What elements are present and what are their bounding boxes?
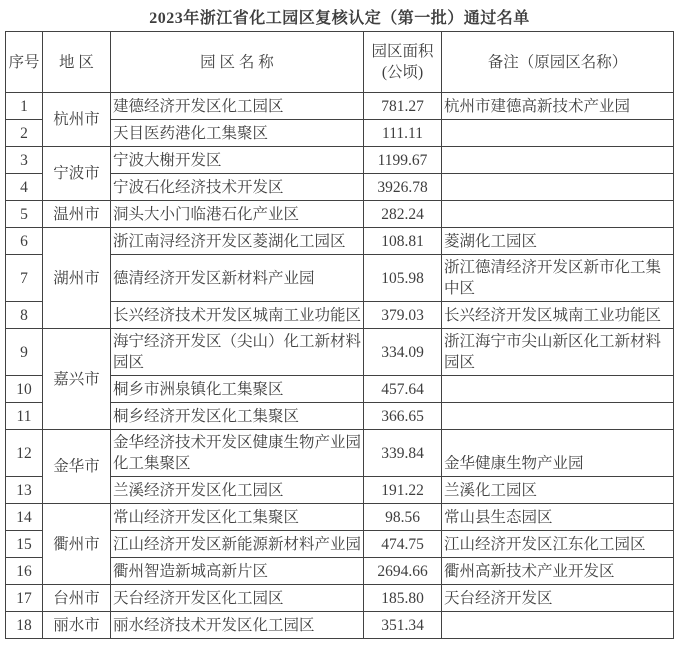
cell-area: 185.80 bbox=[364, 585, 442, 612]
cell-region: 温州市 bbox=[43, 201, 111, 228]
col-header-area-line1: 园区面积 bbox=[371, 43, 434, 60]
cell-remark bbox=[442, 201, 674, 228]
table-row bbox=[6, 147, 674, 174]
col-header-region: 地 区 bbox=[43, 32, 111, 93]
header-row bbox=[6, 32, 674, 93]
cell-region: 丽水市 bbox=[43, 612, 111, 639]
cell-area: 98.56 bbox=[364, 504, 442, 531]
col-header-no: 序号 bbox=[6, 32, 43, 93]
cell-area: 105.98 bbox=[364, 255, 442, 302]
table-row bbox=[6, 93, 674, 120]
cell-region: 金华市 bbox=[43, 430, 111, 504]
table-row bbox=[6, 430, 674, 477]
cell-area: 351.34 bbox=[364, 612, 442, 639]
cell-remark: 兰溪化工园区 bbox=[442, 477, 674, 504]
cell-area: 108.81 bbox=[364, 228, 442, 255]
cell-park-name: 洞头大小门临港石化产业区 bbox=[111, 201, 364, 228]
cell-area: 366.65 bbox=[364, 403, 442, 430]
cell-park-name: 桐乡经济开发区化工集聚区 bbox=[111, 403, 364, 430]
col-header-park: 园 区 名 称 bbox=[111, 32, 364, 93]
cell-park-name: 宁波石化经济技术开发区 bbox=[111, 174, 364, 201]
cell-remark: 浙江德清经济开发区新市化工集中区 bbox=[442, 255, 674, 302]
cell-remark: 长兴经济开发区城南工业功能区 bbox=[442, 302, 674, 329]
cell-park-name: 衢州智造新城高新片区 bbox=[111, 558, 364, 585]
cell-area: 282.24 bbox=[364, 201, 442, 228]
cell-region: 台州市 bbox=[43, 585, 111, 612]
chemical-parks-table bbox=[5, 31, 674, 639]
col-header-area-line2: (公顷) bbox=[381, 64, 424, 81]
cell-park-name: 江山经济开发区新能源新材料产业园 bbox=[111, 531, 364, 558]
cell-area: 334.09 bbox=[364, 329, 442, 376]
cell-remark: 浙江海宁市尖山新区化工新材料园区 bbox=[442, 329, 674, 376]
cell-park-name: 宁波大榭开发区 bbox=[111, 147, 364, 174]
cell-remark: 江山经济开发区江东化工园区 bbox=[442, 531, 674, 558]
cell-serial-no: 6 bbox=[6, 228, 43, 255]
cell-serial-no: 12 bbox=[6, 430, 43, 477]
cell-remark bbox=[442, 120, 674, 147]
cell-remark: 常山县生态园区 bbox=[442, 504, 674, 531]
cell-area: 1199.67 bbox=[364, 147, 442, 174]
cell-serial-no: 3 bbox=[6, 147, 43, 174]
cell-serial-no: 10 bbox=[6, 376, 43, 403]
page-title: 2023年浙江省化工园区复核认定（第一批）通过名单 bbox=[149, 10, 530, 27]
cell-serial-no: 13 bbox=[6, 477, 43, 504]
cell-region: 湖州市 bbox=[43, 228, 111, 329]
cell-remark bbox=[442, 612, 674, 639]
cell-remark: 衢州高新技术产业开发区 bbox=[442, 558, 674, 585]
table-row bbox=[6, 228, 674, 255]
cell-serial-no: 2 bbox=[6, 120, 43, 147]
cell-area: 474.75 bbox=[364, 531, 442, 558]
cell-park-name: 天目医药港化工集聚区 bbox=[111, 120, 364, 147]
cell-serial-no: 5 bbox=[6, 201, 43, 228]
cell-remark: 杭州市建德高新技术产业园 bbox=[442, 93, 674, 120]
cell-serial-no: 4 bbox=[6, 174, 43, 201]
cell-remark: 天台经济开发区 bbox=[442, 585, 674, 612]
cell-serial-no: 8 bbox=[6, 302, 43, 329]
cell-park-name: 德清经济开发区新材料产业园 bbox=[111, 255, 364, 302]
cell-area: 3926.78 bbox=[364, 174, 442, 201]
table-body bbox=[6, 93, 674, 639]
cell-area: 457.64 bbox=[364, 376, 442, 403]
cell-region: 宁波市 bbox=[43, 147, 111, 201]
cell-park-name: 常山经济开发区化工集聚区 bbox=[111, 504, 364, 531]
cell-area: 191.22 bbox=[364, 477, 442, 504]
col-header-remark: 备注（原园区名称） bbox=[442, 32, 674, 93]
cell-serial-no: 16 bbox=[6, 558, 43, 585]
cell-park-name: 海宁经济开发区（尖山）化工新材料园区 bbox=[111, 329, 364, 376]
cell-remark: 金华健康生物产业园 bbox=[442, 430, 674, 477]
cell-park-name: 金华经济技术开发区健康生物产业园化工集聚区 bbox=[111, 430, 364, 477]
cell-serial-no: 14 bbox=[6, 504, 43, 531]
cell-park-name: 长兴经济技术开发区城南工业功能区 bbox=[111, 302, 364, 329]
cell-remark: 菱湖化工园区 bbox=[442, 228, 674, 255]
cell-region: 衢州市 bbox=[43, 504, 111, 585]
cell-area: 379.03 bbox=[364, 302, 442, 329]
cell-park-name: 浙江南浔经济开发区菱湖化工园区 bbox=[111, 228, 364, 255]
cell-park-name: 建德经济开发区化工园区 bbox=[111, 93, 364, 120]
table-row bbox=[6, 585, 674, 612]
cell-remark bbox=[442, 174, 674, 201]
cell-remark bbox=[442, 376, 674, 403]
col-header-area bbox=[364, 32, 442, 93]
cell-serial-no: 17 bbox=[6, 585, 43, 612]
cell-area: 111.11 bbox=[364, 120, 442, 147]
cell-area: 339.84 bbox=[364, 430, 442, 477]
cell-serial-no: 9 bbox=[6, 329, 43, 376]
cell-park-name: 天台经济开发区化工园区 bbox=[111, 585, 364, 612]
cell-park-name: 桐乡市洲泉镇化工集聚区 bbox=[111, 376, 364, 403]
cell-remark bbox=[442, 403, 674, 430]
cell-serial-no: 1 bbox=[6, 93, 43, 120]
cell-remark bbox=[442, 147, 674, 174]
table-row bbox=[6, 504, 674, 531]
table-row bbox=[6, 329, 674, 376]
cell-area: 2694.66 bbox=[364, 558, 442, 585]
cell-serial-no: 11 bbox=[6, 403, 43, 430]
cell-region: 嘉兴市 bbox=[43, 329, 111, 430]
cell-region: 杭州市 bbox=[43, 93, 111, 147]
cell-park-name: 兰溪经济开发区化工园区 bbox=[111, 477, 364, 504]
table-row bbox=[6, 612, 674, 639]
table-row bbox=[6, 201, 674, 228]
cell-area: 781.27 bbox=[364, 93, 442, 120]
cell-serial-no: 7 bbox=[6, 255, 43, 302]
cell-serial-no: 15 bbox=[6, 531, 43, 558]
cell-park-name: 丽水经济技术开发区化工园区 bbox=[111, 612, 364, 639]
cell-serial-no: 18 bbox=[6, 612, 43, 639]
